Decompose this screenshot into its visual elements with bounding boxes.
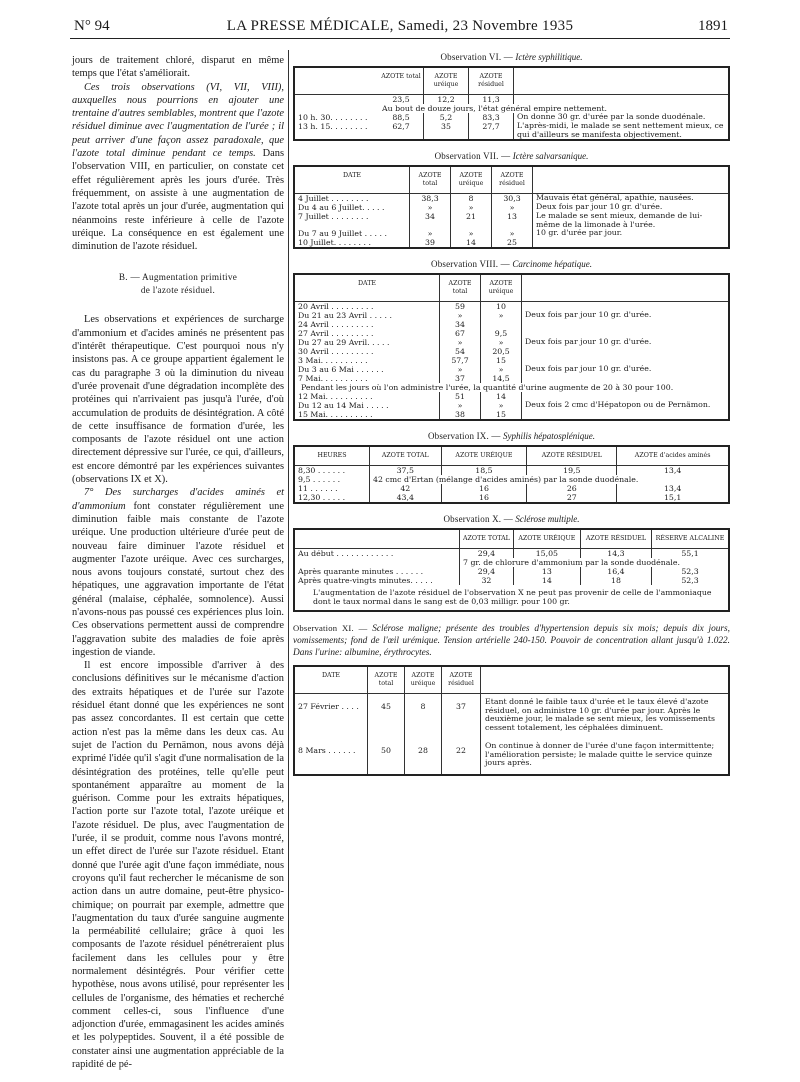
table-cell: 14,3 [580,549,651,559]
obs9-note: 42 cmc d'Ertan (mélange d'acides aminés) par la sonde duodénale. [373,475,639,484]
table-cell: 67 [440,329,481,338]
obs7-table [293,165,730,249]
obs11-h-residuel: AZOTE résiduel [442,666,481,694]
table-cell: 30,3 [492,194,533,204]
table-cell: » [410,203,451,212]
obs7-row [294,212,729,229]
obs11-h-total: AZOTE total [368,666,405,694]
paragraph-2 [72,81,284,254]
journal-title: LA PRESSE MÉDICALE, Samedi, 23 Novembre 1935 [226,18,574,34]
obs6-cell: 88,5 [379,113,424,122]
obs6-h-residuel: AZOTE résiduel [469,67,514,95]
obs7-row [294,238,729,248]
obs6-remark: On donne 30 gr. d'urée par la sonde duodénale. [517,112,706,121]
obs6-table [293,66,730,141]
table-cell: » [451,229,492,238]
obs8-date: Du 27 au 29 Avril. . . . . [294,338,440,347]
table-cell: » [481,311,522,320]
table-cell: 21 [451,212,492,229]
obs7-row [294,194,729,204]
obs10-label: Au début . . . . . . . . . . . . [294,549,460,559]
obs9-row [294,484,729,493]
table-cell: 16 [441,484,527,493]
paragraph-4-italic: 7° Des surcharges d'acides aminés et d'ammonium [72,487,284,512]
section-heading-line1: B. — Augmentation primitive [118,272,238,283]
table-cell: 14 [513,576,580,585]
obs11-date: 8 Mars . . . . . . [294,738,368,775]
column-divider [288,50,289,990]
table-cell: 34 [440,320,481,329]
obs9-title: Observation IX. — Syphilis hépatosplénique. [427,431,596,441]
obs7-title: Observation VII. — Ictère salvarsanique. [434,151,589,161]
table-cell: » [492,229,533,238]
table-cell: 14,5 [481,374,522,383]
obs11-body [294,694,729,775]
obs8-remark: Deux fois par jour 10 gr. d'urée. [525,310,652,319]
table-cell: 9,5 [481,329,522,338]
obs8-row [294,311,729,320]
obs7-row [294,229,729,238]
table-cell: 8 [405,694,442,739]
obs7-remark: 10 gr. d'urée par jour. [536,228,623,237]
obs8-date: 7 Mai. . . . . . . . . . [294,374,440,383]
obs10-row [294,567,729,576]
obs10-row [294,576,729,585]
obs8-date: 24 Avril . . . . . . . . . [294,320,440,329]
obs9-h-heures: HEURES [294,446,370,466]
table-cell: 34 [410,212,451,229]
paragraph-2-italic: Ces trois observations (VI, VII, VIII), auxquelles nous pourrions en ajouter une trentaine d'autres semblables, montrent que l'azote résiduel diminue avec l'augmentation de l'urée ; il peut arriver d'une façon assez paradoxale, que l'azote total diminue pendant ce temps. [72,81,284,160]
table-cell: » [481,338,522,347]
obs7-remark: Mauvais état général, apathie, nausées. [536,193,694,202]
obs9-hour: 9,5 . . . . . . [294,475,370,484]
obs11-h-date: DATE [294,666,368,694]
table-cell: 38 [440,410,481,420]
left-column [72,54,284,1071]
obs6-note: Au bout de douze jours, l'état général empire nettement. [382,104,607,113]
table-cell: 27 [527,493,617,503]
paragraph-4 [72,486,284,659]
page-number: 1891 [698,18,728,34]
table-cell: 19,5 [527,466,617,476]
issue-number: N° 94 [74,18,110,34]
table-cell: 29,4 [460,549,514,559]
obs7-remark: Deux fois par jour 10 gr. d'urée. [536,202,663,211]
table-cell: 14 [481,392,522,401]
obs6-remark: L'après-midi, le malade se sent nettement mieux, ce qui d'ailleurs se manifesta objectivement. [517,121,724,139]
table-cell: 22 [442,738,481,775]
table-cell: 10 [481,302,522,312]
obs8-row [294,347,729,356]
table-cell: 38,3 [410,194,451,204]
paragraph-2-rest: Dans l'observation VIII, en particulier, on constate cet effet régulièrement après les jours d'urée. Très fréquemment, on assiste à une augmentation de l'azote total après un jour d'urée, augmentation qui néanmoins reste inférieure à celle de l'azote uréique. La conséquence en est également une diminution de l'azote résiduel. [72,148,284,253]
obs9-row [294,475,729,484]
table-cell: 15 [481,356,522,365]
table-cell: 45 [368,694,405,739]
obs6-cell: 62,7 [379,122,424,140]
obs8-row [294,365,729,374]
obs8-body [294,302,729,421]
obs6-cell: 12,2 [424,95,469,105]
obs7-date: Du 4 au 6 Juillet. . . . . [294,203,410,212]
obs10-label: Après quatre-vingts minutes. . . . . [294,576,460,585]
obs8-remark [522,374,730,383]
obs10-h-alcaline: RÉSERVE ALCALINE [652,529,729,549]
obs8-remark: Deux fois 2 cmc d'Hépatopon ou de Pernämon. [525,400,711,409]
obs9-hour: 11 . . . . . . [294,484,370,493]
table-cell: 28 [405,738,442,775]
obs6-h-total: AZOTE total [379,67,424,95]
obs10-row [294,549,729,559]
obs8-date: 3 Mai. . . . . . . . . . [294,356,440,365]
table-cell: 32 [460,576,514,585]
table-cell: 16,4 [580,567,651,576]
table-cell: 52,3 [652,567,729,576]
obs11-remark: Etant donné le faible taux d'urée et le taux élevé d'azote résiduel, on administre 10 gr. d'urée par jour. Après le deuxième jour, le malade se sent mieux, les vomissements cessent totalement, les céphalées diminuent. [485,697,716,732]
obs8-date: 30 Avril . . . . . . . . . [294,347,440,356]
table-cell: 8 [451,194,492,204]
obs9-hour: 12,30 . . . . . [294,493,370,503]
obs8-date: 27 Avril . . . . . . . . . [294,329,440,338]
obs6-time: 10 h. 30. . . . . . . . [298,113,368,122]
obs9-h-amines: AZOTE d'acides aminés [617,446,729,466]
obs9-hour: 8,30 . . . . . . [294,466,370,476]
table-cell: » [492,203,533,212]
obs10-title: Observation X. — Sclérose multiple. [443,514,580,524]
paragraph-5: Il est encore impossible d'arriver à des conclusions définitives sur le mécanisme d'action des extraits hépatiques et de l'urée sur l'azote résiduel étant donné que les expériences ne sont pas assez concordantes. Il est certain que cette action n'est pas la même dans les deux cas. Au sujet de l'action du Pernämon, nous avons déjà exprimé l'idée qu'il s'agit d'une normalisation de la désintégration des protéines, telle qu'elle peut spontanément apparaître au moment de la guérison. Comme pour les extraits hépatiques, l'action porte sur l'azote total, l'azote uréique et l'azote résiduel. De plus, avec l'augmentation de l'urée, il se produit, comme nous l'avons montré, un effet direct de l'urée sur l'azote résiduel. Etant donné que l'urée agit d'une façon immédiate, nous croyons qu'il faut rechercher le mécanisme de son action dans un autre domaine, peut-être physico-chimique; on pourrait par exemple, admettre que l'augmentation du taux d'urée sanguine augmente la perméabilité cellulaire; grâce à quoi les composants de l'azote résiduel pénétreraient plus facilement dans les cellules pour y être normalement désintégrés. Pour vérifier cette hypothèse, nous avons utilisé, pour représenter les cellules de l'organisme, des hématies et recherché comment celles-ci, sous l'influence d'une adjonction d'urée, emmagasinent les acides aminés et les polypeptides. Souvent, il a été possible de constater ainsi une augmentation appréciable de la rapidité de pé- [72,660,284,1071]
obs11-table [293,665,730,776]
table-cell: » [440,365,481,374]
obs8-h-total: AZOTE total [440,274,481,302]
obs7-date: Du 7 au 9 Juillet . . . . . [294,229,410,238]
obs10-footnote: L'augmentation de l'azote résiduel de l'observation X ne peut pas provenir de celle de l'ammoniaque dont le taux normal dans le sang est de 0,03 milligr. pour 100 gr. [313,588,712,606]
table-cell: 55,1 [652,549,729,559]
obs6-cell: 27,7 [469,122,514,140]
obs8-remark [522,410,730,420]
obs8-remark [522,347,730,356]
table-cell: 54 [440,347,481,356]
table-cell: 42 [370,484,442,493]
obs6-cell: 5,2 [424,113,469,122]
table-cell: 18,5 [441,466,527,476]
obs8-row [294,338,729,347]
obs8-row [294,329,729,338]
obs6-cell: 11,3 [469,95,514,105]
obs10-h-total: AZOTE TOTAL [460,529,514,549]
table-cell: 15,05 [513,549,580,559]
table-cell: 13,4 [617,466,729,476]
obs10-label [294,558,460,567]
obs8-h-date: DATE [294,274,440,302]
section-heading [72,271,284,297]
table-cell: » [440,401,481,410]
obs6-h-ureique: AZOTE uréique [424,67,469,95]
obs10-label: Après quarante minutes . . . . . . [294,567,460,576]
table-cell: 43,4 [370,493,442,503]
obs6-cell: 35 [424,122,469,140]
obs7-h-ureique: AZOTE uréique [451,166,492,194]
obs8-row [294,320,729,329]
obs9-row [294,493,729,503]
obs7-date: 7 Juillet . . . . . . . . [294,212,410,229]
table-cell: 39 [410,238,451,248]
obs8-table [293,273,730,421]
obs8-remark: Deux fois par jour 10 gr. d'urée. [525,337,652,346]
obs10-note: 7 gr. de chlorure d'ammonium par la sonde duodénale. [463,558,680,567]
table-cell: 51 [440,392,481,401]
table-cell: 37,5 [370,466,442,476]
paragraph-4-rest: font constater régulièrement une diminution faible mais constante de l'azote uréique. Une production ultérieure d'urée peut de nouveau faire diminuer l'azote résiduel et augmenter l'azote uréique. Avec ces surcharges, nous avons toujours constaté, surtout chez des hépatiques, une aggravation importante de l'état général (malaise, céphalée, somnolence). Aussi n'avons-nous pas poussé ces expériences plus loin. Ces observations permettent aussi de comprendre l'aggravation subite des maladies de foie après ingestion de viande. [72,500,284,658]
obs8-date: Du 12 au 14 Mai . . . . . [294,401,440,410]
obs8-row [294,374,729,383]
obs8-title: Observation VIII. — Carcinome hépatique. [431,259,592,269]
table-cell: 59 [440,302,481,312]
table-cell: 37 [440,374,481,383]
obs8-date: Du 21 au 23 Avril . . . . . [294,311,440,320]
obs10-table [293,528,730,612]
table-cell: 18 [580,576,651,585]
obs8-row [294,410,729,420]
obs11-date: 27 Février . . . . [294,694,368,739]
obs6-cell: 23,5 [379,95,424,105]
table-cell: » [440,311,481,320]
table-cell: 13 [492,212,533,229]
table-cell: » [410,229,451,238]
table-cell: 57,7 [440,356,481,365]
obs7-h-date: DATE [294,166,410,194]
table-cell: 13 [513,567,580,576]
paragraph-1: jours de traitement chloré, disparut en même temps que l'état s'améliorait. [72,55,284,80]
obs8-date: 12 Mai. . . . . . . . . . [294,392,440,401]
obs11-h-ureique: AZOTE uréique [405,666,442,694]
obs7-remark: Le malade se sent mieux, demande de lui-même de la limonade à l'urée. [536,211,703,229]
obs9-h-total: AZOTE TOTAL [370,446,442,466]
obs11-row [294,694,729,739]
obs11-row [294,738,729,775]
obs8-date: 20 Avril . . . . . . . . . [294,302,440,312]
obs11-intro: Observation XI. — Sclérose maligne; présente des troubles d'hypertension depuis six mois; depuis dix jours, vomissements; fond de l'œil urémique. Tension artérielle 240-150. Pouvoir de concentration allant jusqu'à 1.022. Dans l'urine: albumine, érythrocytes. [293,623,730,658]
obs7-date: 4 Juillet . . . . . . . . [294,194,410,204]
table-cell: 37 [442,694,481,739]
obs7-h-residuel: AZOTE résiduel [492,166,533,194]
obs11-remark: On continue à donner de l'urée d'une façon intermittente; l'amélioration persiste; le malade quitte le service quinze jours après. [485,741,715,767]
table-cell: 16 [441,493,527,503]
right-column [293,52,730,776]
obs8-remark [522,320,730,329]
obs10-h-residuel: AZOTE RÉSIDUEL [580,529,651,549]
table-cell: 52,3 [652,576,729,585]
page-header [70,18,730,39]
obs10-row [294,558,729,567]
table-cell: 29,4 [460,567,514,576]
obs8-note: Pendant les jours où l'on administre l'urée, la quantité d'urine augmente de 20 à 30 pour 100. [301,383,674,392]
obs10-h-ureique: AZOTE URÉIQUE [513,529,580,549]
table-cell: 13,4 [617,484,729,493]
table-cell: » [451,203,492,212]
obs6-time: 13 h. 15. . . . . . . . [298,122,368,131]
table-cell: 14 [451,238,492,248]
obs7-body [294,194,729,249]
table-cell: 15,1 [617,493,729,503]
table-cell: 26 [527,484,617,493]
obs6-cell: 83,3 [469,113,514,122]
obs8-remark: Deux fois par jour 10 gr. d'urée. [525,364,652,373]
table-cell [481,320,522,329]
obs9-h-residuel: AZOTE RÉSIDUEL [527,446,617,466]
table-cell: 15 [481,410,522,420]
obs9-h-ureique: AZOTE URÉIQUE [441,446,527,466]
table-cell: » [440,338,481,347]
table-cell: » [481,401,522,410]
table-cell: 20,5 [481,347,522,356]
table-cell: 50 [368,738,405,775]
obs8-row [294,401,729,410]
obs8-date: Du 3 au 6 Mai . . . . . . [294,365,440,374]
obs9-body [294,466,729,504]
obs8-date: 15 Mai. . . . . . . . . . [294,410,440,420]
obs7-date: 10 Juillet. . . . . . . . [294,238,410,248]
table-cell: 25 [492,238,533,248]
obs7-h-total: AZOTE total [410,166,451,194]
table-cell: » [481,365,522,374]
obs10-body [294,549,729,586]
obs8-h-ureique: AZOTE uréique [481,274,522,302]
obs6-title: Observation VI. — Ictère syphilitique. [440,52,583,62]
obs9-table [293,445,730,504]
obs8-row [294,356,729,365]
obs8-note-row [294,383,729,392]
obs7-remark [533,238,730,248]
paragraph-3: Les observations et expériences de surcharge d'ammonium et d'acides aminés ne présentent pas d'intérêt thérapeutique. C'est pourquoi nous n'y insistons pas. A ce groupe appartient également le cas du paragraphe 3 où la diminution du niveau d'urée provenait d'une dégradation incomplète des protéines qui n'arrivaient pas jusqu'à l'urée, d'où accumulation de produits de désintégration. A côté de cette insuffisance de formation d'urée, les composants de l'azote résiduel ont une action directement dépressive sur l'urée, ce qui, d'ailleurs, est encore démontré par les expériences suivantes (observations IX et X). [72,314,284,486]
obs8-row [294,302,729,312]
section-heading-line2: de l'azote résiduel. [140,285,216,296]
obs9-row [294,466,729,476]
